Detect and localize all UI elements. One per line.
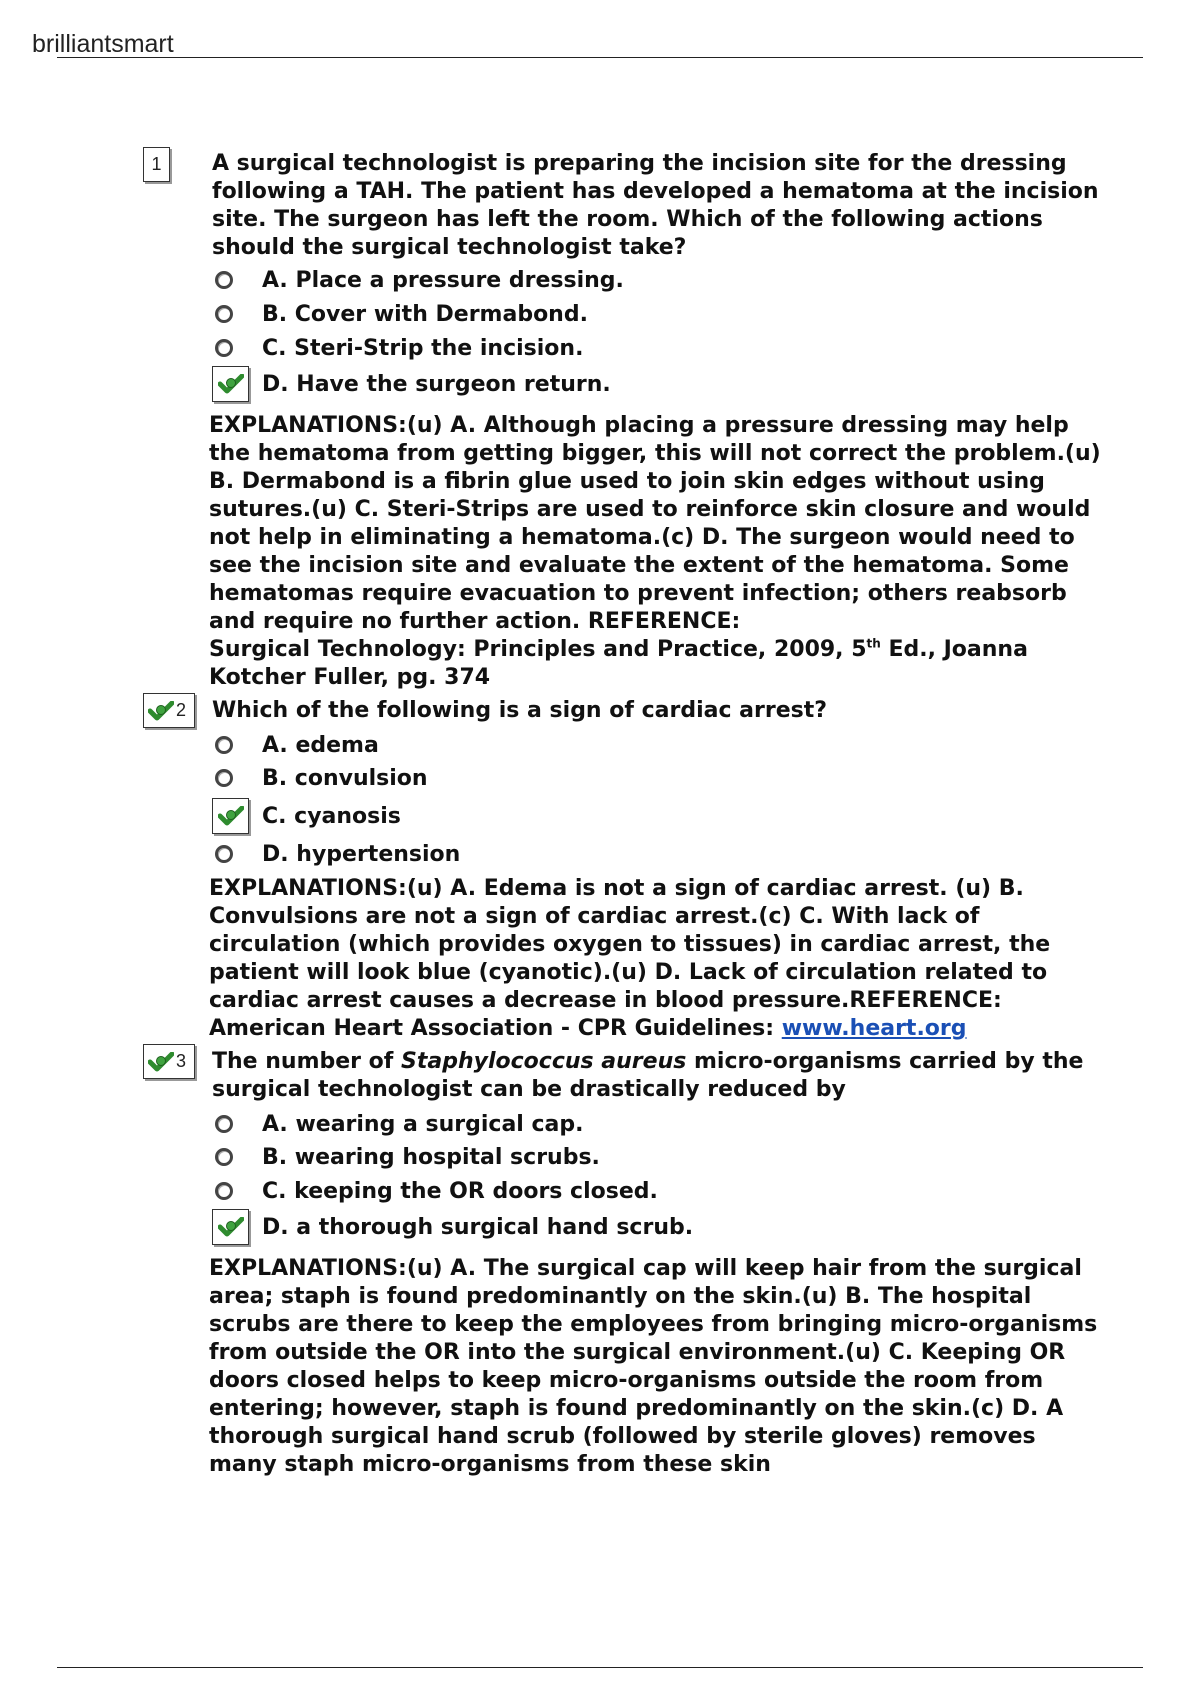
option-label: D. Have the surgeon return.	[262, 371, 611, 397]
radio-button[interactable]	[215, 736, 233, 754]
footer-rule	[57, 1667, 1143, 1668]
explanation-text: EXPLANATIONS:(u) A. Although placing a pressure dressing may help the hematoma from getting bigger, this will not correct the problem.(u) B. Dermabond is a fibrin glue used to join skin edges without using sutures.(u) C. Steri-Strips are used to reinforce skin closure and would not help in eliminating a hematoma.(c) D. The surgeon would need to see the incision site and evaluate the extent of the hematoma. Some hematomas require evacuation to prevent infection; others reabsorb and require no further action. REFERENCE:	[209, 413, 1101, 634]
explanation-block	[209, 875, 1109, 1043]
option-label: A. edema	[262, 732, 379, 758]
option-label: A. Place a pressure dressing.	[262, 267, 624, 293]
option-label: B. wearing hospital scrubs.	[262, 1144, 600, 1170]
question-number: 1	[151, 154, 162, 174]
checkmark-icon	[148, 1052, 174, 1072]
option-label: C. cyanosis	[262, 803, 401, 829]
option-label: B. convulsion	[262, 765, 428, 791]
option-label: C. Steri-Strip the incision.	[262, 335, 584, 361]
question-number-box	[143, 147, 170, 182]
header-rule	[57, 57, 1143, 58]
checkmark-icon	[218, 374, 244, 394]
correct-answer-checkbox[interactable]	[212, 798, 249, 834]
brand-name: brilliantsmart	[32, 30, 174, 58]
question-number-box	[143, 693, 195, 728]
explanation-text: EXPLANATIONS:(u) A. Edema is not a sign of cardiac arrest. (u) B. Convulsions are not a sign of cardiac arrest.(c) C. With lack of circulation (which provides oxygen to tissues) in cardiac arrest, the patient will look blue (cyanotic).(u) D. Lack of circulation related to cardiac arrest causes a decrease in blood pressure.REFERENCE:	[209, 876, 1051, 1013]
option-label: D. hypertension	[262, 841, 461, 867]
radio-button[interactable]	[215, 845, 233, 863]
question-text: Which of the following is a sign of cardiac arrest?	[212, 698, 828, 723]
radio-button[interactable]	[215, 1182, 233, 1200]
option-label: D. a thorough surgical hand scrub.	[262, 1214, 694, 1240]
question-number: 2	[176, 700, 187, 720]
checkmark-icon	[148, 701, 174, 721]
reference-link[interactable]: www.heart.org	[781, 1016, 967, 1041]
explanation-text: EXPLANATIONS:(u) A. The surgical cap will keep hair from the surgical area; staph is found predominantly on the skin.(u) B. The hospital scrubs are there to keep the employees from bringing micro-organisms from outside the OR into the surgical environment.(u) C. Keeping OR doors closed helps to keep micro-organisms outside the room from entering; however, staph is found predominantly on the skin.(c) D. A thorough surgical hand scrub (followed by sterile gloves) removes many staph micro-organisms from these skin	[209, 1256, 1098, 1477]
radio-button[interactable]	[215, 305, 233, 323]
radio-button[interactable]	[215, 769, 233, 787]
option-label: A. wearing a surgical cap.	[262, 1111, 584, 1137]
correct-answer-checkbox[interactable]	[212, 366, 249, 402]
explanation-block	[209, 1255, 1109, 1479]
radio-button[interactable]	[215, 1148, 233, 1166]
checkmark-icon	[218, 1217, 244, 1237]
checkmark-icon	[218, 806, 244, 826]
radio-button[interactable]	[215, 339, 233, 357]
option-label: C. keeping the OR doors closed.	[262, 1178, 658, 1204]
question-number-box	[143, 1044, 195, 1079]
reference-text: American Heart Association - CPR Guidelines: www.heart.org	[209, 1016, 967, 1041]
question-text: The number of Staphylococcus aureus micro-organisms carried by the surgical technologist can be drastically reduced by	[212, 1049, 1084, 1102]
radio-button[interactable]	[215, 271, 233, 289]
question-number: 3	[176, 1051, 187, 1071]
option-label: B. Cover with Dermabond.	[262, 301, 588, 327]
radio-button[interactable]	[215, 1115, 233, 1133]
reference-text: Surgical Technology: Principles and Practice, 2009, 5th Ed., Joanna Kotcher Fuller, pg. 374	[209, 636, 1028, 690]
explanation-block	[209, 412, 1109, 692]
question-text: A surgical technologist is preparing the incision site for the dressing following a TAH. The patient has developed a hematoma at the incision site. The surgeon has left the room. Which of the following actions should the surgical technologist take?	[212, 151, 1099, 260]
correct-answer-checkbox[interactable]	[212, 1209, 249, 1245]
